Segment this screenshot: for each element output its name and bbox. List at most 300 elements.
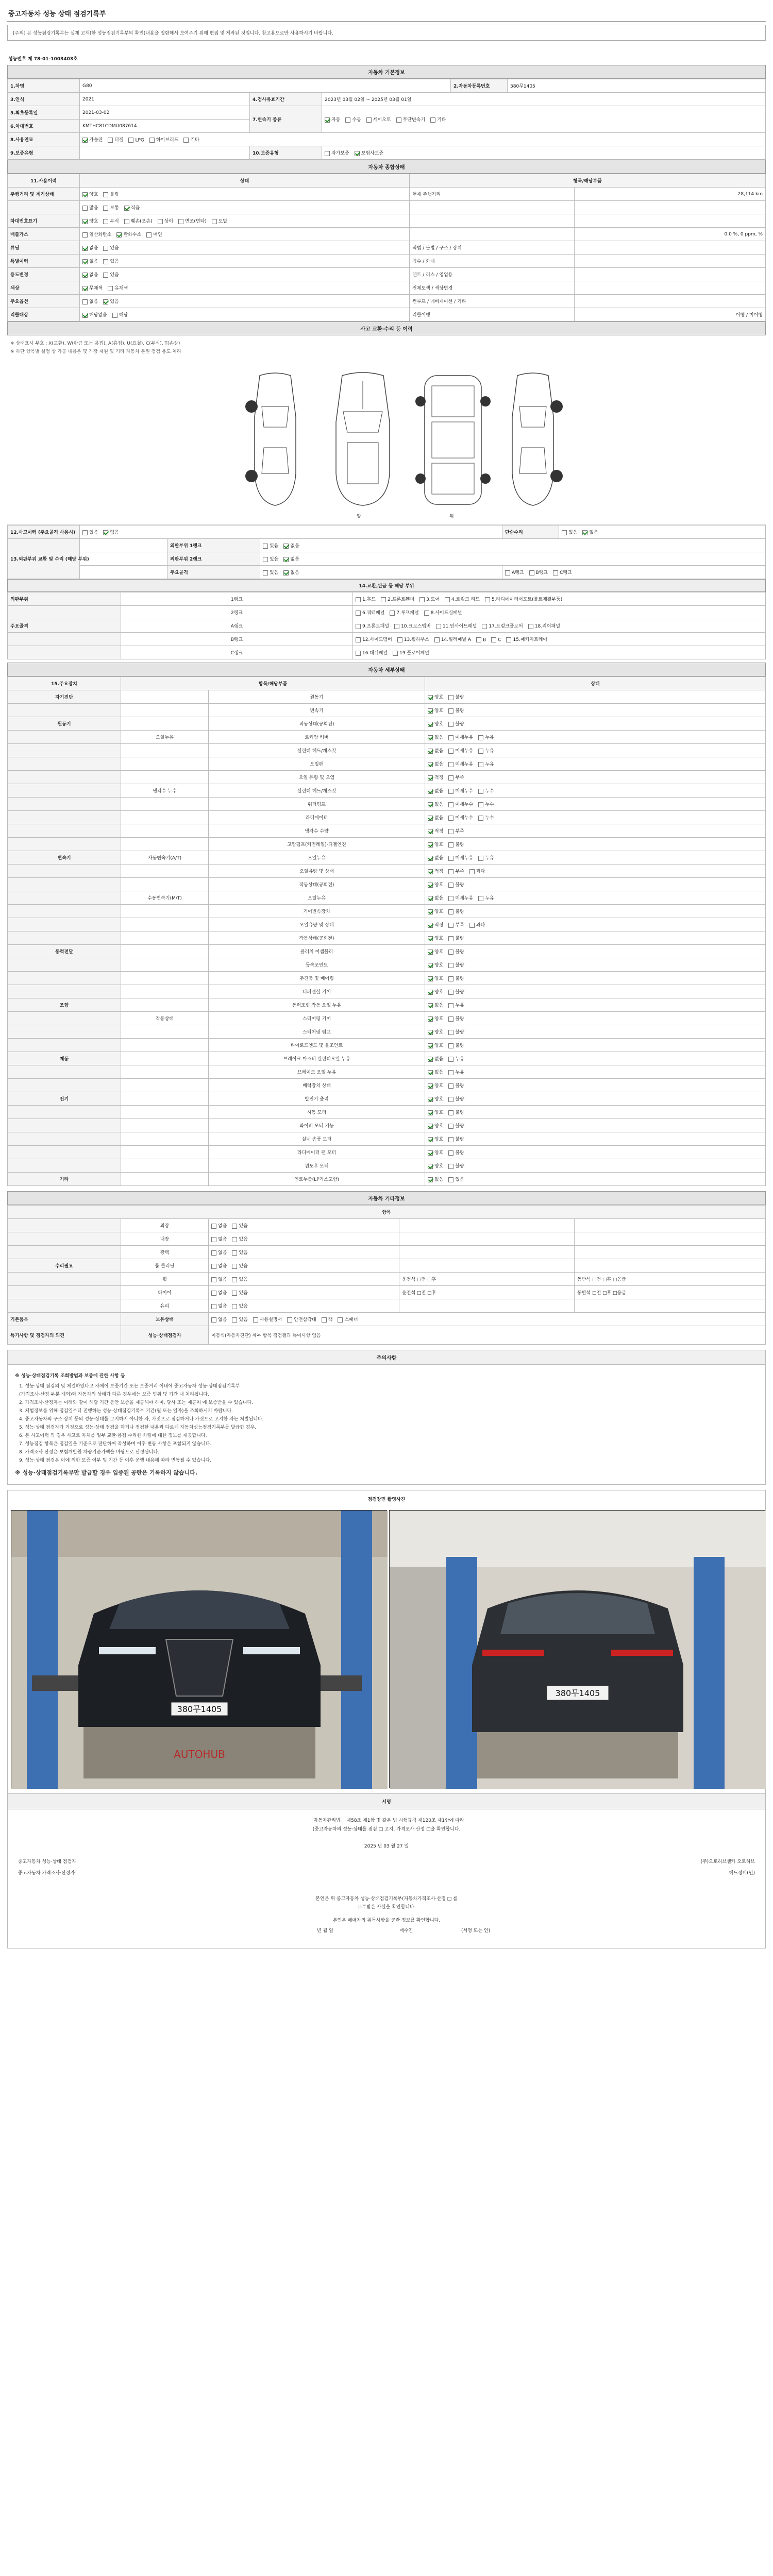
checkbox-option[interactable] [82, 204, 98, 211]
checkbox-option[interactable] [82, 244, 98, 251]
checkbox-option[interactable] [103, 298, 119, 304]
checkbox-option[interactable] [448, 1002, 464, 1008]
checkbox-option[interactable] [428, 1095, 443, 1102]
fuel-options[interactable] [80, 133, 766, 146]
checkbox-option[interactable] [448, 787, 473, 794]
empty-box-icon[interactable] [149, 138, 155, 143]
checkbox-option[interactable] [356, 636, 392, 642]
checkbox-option[interactable] [478, 854, 494, 861]
checked-box-icon[interactable] [428, 816, 433, 821]
empty-box-icon[interactable] [82, 530, 88, 535]
checkbox-option[interactable] [448, 1136, 464, 1142]
checked-box-icon[interactable] [428, 749, 433, 754]
checkbox-option[interactable] [82, 191, 98, 197]
detail-state[interactable] [425, 985, 766, 998]
checkbox-option[interactable] [211, 1249, 227, 1256]
empty-box-icon[interactable] [394, 624, 399, 629]
detail-state[interactable] [425, 1012, 766, 1025]
overall-row-state[interactable] [80, 188, 410, 201]
checked-box-icon[interactable] [428, 1177, 433, 1182]
checkbox-option[interactable] [263, 542, 278, 549]
empty-box-icon[interactable] [448, 976, 453, 981]
empty-box-icon[interactable] [478, 789, 483, 794]
checkbox-option[interactable] [448, 894, 473, 901]
checkbox-option[interactable] [178, 217, 207, 224]
empty-box-icon[interactable] [211, 1317, 216, 1323]
checked-box-icon[interactable] [82, 286, 88, 291]
empty-box-icon[interactable] [448, 869, 453, 874]
empty-box-icon[interactable] [211, 1250, 216, 1256]
empty-box-icon[interactable] [448, 775, 453, 781]
empty-box-icon[interactable] [338, 1317, 343, 1323]
checked-box-icon[interactable] [428, 695, 433, 700]
empty-box-icon[interactable] [448, 1003, 453, 1008]
checkbox-option[interactable] [116, 231, 141, 238]
empty-box-icon[interactable] [448, 1164, 453, 1169]
checked-box-icon[interactable] [428, 1124, 433, 1129]
checkbox-option[interactable] [448, 1055, 464, 1062]
checkbox-option[interactable] [428, 1162, 443, 1169]
checkbox-option[interactable] [108, 136, 123, 143]
detail-state[interactable] [425, 931, 766, 945]
checked-box-icon[interactable] [428, 1164, 433, 1169]
checked-box-icon[interactable] [124, 206, 129, 211]
checkbox-option[interactable] [103, 191, 119, 197]
overall-row-state[interactable] [80, 241, 410, 255]
empty-box-icon[interactable] [232, 1224, 237, 1229]
checked-box-icon[interactable] [428, 735, 433, 740]
checked-box-icon[interactable] [428, 1137, 433, 1142]
checkbox-option[interactable] [283, 569, 299, 575]
empty-box-icon[interactable] [448, 762, 453, 767]
overall-row-state[interactable] [80, 295, 410, 308]
empty-box-icon[interactable] [448, 936, 453, 941]
checkbox-option[interactable] [82, 298, 98, 304]
checkbox-option[interactable] [448, 975, 464, 981]
checkbox-option[interactable] [211, 1222, 227, 1229]
sign-appraiser-name[interactable]: 헤드정비(인) [729, 1871, 755, 1876]
empty-box-icon[interactable] [112, 313, 117, 318]
empty-box-icon[interactable] [448, 963, 453, 968]
empty-box-icon[interactable] [505, 570, 510, 575]
checked-box-icon[interactable] [428, 1043, 433, 1048]
detail-state[interactable] [425, 1146, 766, 1159]
checkbox-option[interactable] [428, 854, 443, 861]
warranty-options[interactable] [322, 146, 766, 160]
detail-state[interactable] [425, 824, 766, 838]
empty-box-icon[interactable] [448, 1030, 453, 1035]
basic-items-options[interactable] [209, 1313, 766, 1326]
empty-box-icon[interactable] [211, 1264, 216, 1269]
checkbox-option[interactable] [397, 636, 429, 642]
detail-state[interactable] [425, 1052, 766, 1065]
checkbox-option[interactable] [448, 1162, 464, 1169]
checked-box-icon[interactable] [82, 192, 88, 197]
empty-box-icon[interactable] [158, 219, 163, 224]
detail-state[interactable] [425, 865, 766, 878]
empty-box-icon[interactable] [448, 1057, 453, 1062]
checked-box-icon[interactable] [82, 138, 88, 143]
checkbox-option[interactable] [428, 1122, 443, 1129]
checkbox-option[interactable] [356, 622, 389, 629]
empty-box-icon[interactable] [108, 286, 113, 291]
checkbox-option[interactable] [428, 1055, 443, 1062]
checkbox-option[interactable] [283, 555, 299, 562]
empty-box-icon[interactable] [128, 138, 133, 143]
empty-box-icon[interactable] [448, 722, 453, 727]
checkbox-option[interactable] [434, 636, 471, 642]
checked-box-icon[interactable] [428, 1110, 433, 1115]
checkbox-option[interactable] [428, 693, 443, 700]
empty-box-icon[interactable] [436, 624, 441, 629]
checkbox-option[interactable] [103, 217, 119, 224]
checkbox-option[interactable] [232, 1262, 247, 1269]
detail-state[interactable] [425, 1025, 766, 1039]
checkbox-option[interactable] [82, 311, 107, 318]
empty-box-icon[interactable] [448, 816, 453, 821]
checked-box-icon[interactable] [82, 246, 88, 251]
checked-box-icon[interactable] [428, 842, 433, 848]
checkbox-option[interactable] [428, 1002, 443, 1008]
checkbox-option[interactable] [448, 693, 464, 700]
checked-box-icon[interactable] [82, 273, 88, 278]
detail-state[interactable] [425, 972, 766, 985]
empty-box-icon[interactable] [211, 1237, 216, 1242]
checkbox-option[interactable] [356, 609, 384, 616]
checkbox-option[interactable] [428, 1136, 443, 1142]
empty-box-icon[interactable] [448, 1097, 453, 1102]
checked-box-icon[interactable] [428, 1070, 433, 1075]
checkbox-option[interactable] [124, 217, 153, 224]
empty-box-icon[interactable] [529, 570, 534, 575]
empty-box-icon[interactable] [397, 637, 402, 642]
checkbox-option[interactable] [103, 271, 119, 278]
sign-buyer-signature[interactable]: (서명 또는 인) [461, 1928, 491, 1934]
overall-row-state[interactable] [80, 255, 410, 268]
empty-box-icon[interactable] [448, 909, 453, 914]
checkbox-option[interactable] [478, 801, 494, 807]
transmission-options[interactable] [322, 106, 766, 133]
checkbox-option[interactable] [103, 529, 119, 535]
checked-box-icon[interactable] [428, 909, 433, 914]
checkbox-option[interactable] [428, 948, 443, 955]
empty-box-icon[interactable] [485, 597, 490, 602]
detail-state[interactable] [425, 704, 766, 717]
checkbox-option[interactable] [322, 1316, 333, 1323]
checked-box-icon[interactable] [428, 856, 433, 861]
checked-box-icon[interactable] [428, 762, 433, 767]
empty-box-icon[interactable] [448, 1070, 453, 1075]
empty-box-icon[interactable] [491, 637, 496, 642]
checkbox-option[interactable] [428, 881, 443, 888]
checkbox-option[interactable] [562, 529, 577, 535]
empty-box-icon[interactable] [469, 869, 475, 874]
overall-row-state[interactable] [80, 268, 410, 281]
empty-box-icon[interactable] [108, 138, 113, 143]
checkbox-option[interactable] [325, 116, 340, 123]
checkbox-option[interactable] [428, 1082, 443, 1089]
checkbox-option[interactable] [428, 760, 443, 767]
empty-box-icon[interactable] [211, 1224, 216, 1229]
empty-box-icon[interactable] [424, 611, 429, 616]
checkbox-option[interactable] [428, 841, 443, 848]
checkbox-option[interactable] [491, 637, 501, 643]
checked-box-icon[interactable] [428, 722, 433, 727]
empty-box-icon[interactable] [356, 611, 361, 616]
checkbox-option[interactable] [428, 707, 443, 714]
checkbox-option[interactable] [448, 908, 464, 914]
checkbox-option[interactable] [82, 271, 98, 278]
checkbox-option[interactable] [448, 827, 464, 834]
detail-state[interactable] [425, 1092, 766, 1106]
checked-box-icon[interactable] [428, 1150, 433, 1156]
detail-state[interactable] [425, 1173, 766, 1186]
checkbox-option[interactable] [428, 988, 443, 995]
empty-box-icon[interactable] [448, 1083, 453, 1089]
empty-box-icon[interactable] [506, 637, 511, 642]
empty-box-icon[interactable] [448, 950, 453, 955]
checkbox-option[interactable] [448, 1042, 464, 1048]
checkbox-option[interactable] [436, 622, 477, 629]
car-side-left-diagram[interactable] [244, 370, 306, 510]
checked-box-icon[interactable] [428, 708, 433, 714]
checkbox-option[interactable] [505, 569, 524, 575]
checkbox-option[interactable] [366, 116, 391, 123]
empty-box-icon[interactable] [430, 117, 435, 123]
checkbox-option[interactable] [428, 1015, 443, 1022]
empty-box-icon[interactable] [448, 923, 453, 928]
checkbox-option[interactable] [428, 734, 443, 740]
empty-box-icon[interactable] [212, 219, 217, 224]
checked-box-icon[interactable] [428, 869, 433, 874]
checkbox-option[interactable] [428, 1028, 443, 1035]
checked-box-icon[interactable] [428, 1030, 433, 1035]
checkbox-option[interactable] [211, 1262, 227, 1269]
checkbox-option[interactable] [356, 596, 376, 602]
empty-box-icon[interactable] [146, 232, 152, 238]
empty-box-icon[interactable] [211, 1304, 216, 1309]
rank1-options[interactable] [260, 539, 766, 552]
front-car-photo[interactable] [11, 1510, 387, 1788]
empty-box-icon[interactable] [82, 206, 88, 211]
overall-row-state[interactable] [80, 201, 410, 214]
checkbox-option[interactable] [112, 311, 128, 318]
frame-options[interactable] [260, 566, 502, 579]
checkbox-option[interactable] [478, 894, 494, 901]
checkbox-option[interactable] [469, 921, 485, 928]
checked-box-icon[interactable] [428, 829, 433, 834]
checkbox-option[interactable] [428, 935, 443, 941]
checked-box-icon[interactable] [428, 883, 433, 888]
parts-items[interactable] [353, 619, 766, 633]
checked-box-icon[interactable] [428, 1057, 433, 1062]
checkbox-option[interactable] [338, 1316, 358, 1323]
checkbox-option[interactable] [103, 258, 119, 264]
checkbox-option[interactable] [478, 787, 494, 794]
detail-state[interactable] [425, 798, 766, 811]
checkbox-option[interactable] [428, 801, 443, 807]
empty-box-icon[interactable] [448, 802, 453, 807]
empty-box-icon[interactable] [103, 192, 108, 197]
checkbox-option[interactable] [448, 881, 464, 888]
other-options[interactable] [209, 1273, 399, 1286]
empty-box-icon[interactable] [356, 597, 361, 602]
empty-box-icon[interactable] [263, 570, 268, 575]
checkbox-option[interactable] [448, 1149, 464, 1156]
checkbox-option[interactable] [448, 1176, 464, 1182]
checkbox-option[interactable] [469, 868, 485, 874]
empty-box-icon[interactable] [263, 544, 268, 549]
checkbox-option[interactable] [478, 747, 494, 754]
checked-box-icon[interactable] [283, 544, 289, 549]
empty-box-icon[interactable] [325, 151, 330, 156]
empty-box-icon[interactable] [345, 117, 350, 123]
car-top-front-diagram[interactable] [327, 370, 399, 510]
empty-box-icon[interactable] [562, 530, 567, 535]
empty-box-icon[interactable] [448, 1016, 453, 1022]
car-top-rear-diagram[interactable] [414, 370, 492, 510]
empty-box-icon[interactable] [448, 1137, 453, 1142]
checkbox-option[interactable] [82, 284, 103, 291]
detail-state[interactable] [425, 918, 766, 931]
detail-state[interactable] [425, 717, 766, 731]
checkbox-option[interactable] [428, 787, 443, 794]
checked-box-icon[interactable] [325, 117, 330, 123]
detail-state[interactable] [425, 690, 766, 704]
empty-box-icon[interactable] [448, 856, 453, 861]
checkbox-option[interactable] [445, 596, 480, 602]
detail-state[interactable] [425, 851, 766, 865]
accident-options[interactable] [80, 526, 502, 539]
checkbox-option[interactable] [355, 149, 383, 156]
checkbox-option[interactable] [232, 1222, 247, 1229]
empty-box-icon[interactable] [478, 735, 483, 740]
car-side-right-diagram[interactable] [502, 370, 564, 510]
checkbox-option[interactable] [478, 734, 494, 740]
empty-box-icon[interactable] [553, 570, 558, 575]
checkbox-option[interactable] [428, 814, 443, 821]
checkbox-option[interactable] [448, 1109, 464, 1115]
detail-state[interactable] [425, 771, 766, 784]
checkbox-option[interactable] [345, 116, 361, 123]
empty-box-icon[interactable] [356, 637, 361, 642]
checked-box-icon[interactable] [428, 990, 433, 995]
checkbox-option[interactable] [448, 760, 473, 767]
checkbox-option[interactable] [428, 1109, 443, 1115]
checkbox-option[interactable] [430, 116, 446, 123]
frame-parts[interactable] [502, 566, 766, 579]
detail-state[interactable] [425, 891, 766, 905]
empty-box-icon[interactable] [103, 206, 108, 211]
detail-state[interactable] [425, 1039, 766, 1052]
checkbox-option[interactable] [428, 894, 443, 901]
checkbox-option[interactable] [448, 935, 464, 941]
empty-box-icon[interactable] [253, 1317, 258, 1323]
checkbox-option[interactable] [232, 1249, 247, 1256]
empty-box-icon[interactable] [124, 219, 129, 224]
checked-box-icon[interactable] [428, 1016, 433, 1022]
empty-box-icon[interactable] [448, 1110, 453, 1115]
checkbox-option[interactable] [390, 609, 418, 616]
empty-box-icon[interactable] [448, 990, 453, 995]
empty-box-icon[interactable] [478, 749, 483, 754]
checkbox-option[interactable] [448, 988, 464, 995]
checkbox-option[interactable] [211, 1289, 227, 1296]
empty-box-icon[interactable] [478, 896, 483, 901]
other-options[interactable] [209, 1246, 399, 1259]
detail-state[interactable] [425, 998, 766, 1012]
empty-box-icon[interactable] [448, 883, 453, 888]
checkbox-option[interactable] [253, 1316, 282, 1323]
overall-row-state[interactable] [80, 228, 410, 241]
checked-box-icon[interactable] [103, 299, 108, 304]
checkbox-option[interactable] [263, 555, 278, 562]
checkbox-option[interactable] [393, 649, 429, 656]
checkbox-option[interactable] [428, 1042, 443, 1048]
empty-box-icon[interactable] [396, 117, 401, 123]
empty-box-icon[interactable] [263, 557, 268, 562]
checkbox-option[interactable] [428, 720, 443, 727]
checkbox-option[interactable] [448, 868, 464, 874]
empty-box-icon[interactable] [356, 624, 361, 629]
checkbox-option[interactable] [283, 542, 299, 549]
checkbox-option[interactable] [428, 908, 443, 914]
checkbox-option[interactable] [263, 569, 278, 575]
empty-box-icon[interactable] [232, 1291, 237, 1296]
checkbox-option[interactable] [448, 734, 473, 740]
checked-box-icon[interactable] [428, 1003, 433, 1008]
detail-state[interactable] [425, 945, 766, 958]
rear-car-photo[interactable] [389, 1510, 765, 1788]
empty-box-icon[interactable] [393, 651, 398, 656]
empty-box-icon[interactable] [322, 1317, 327, 1323]
checkbox-option[interactable] [448, 948, 464, 955]
checked-box-icon[interactable] [116, 232, 122, 238]
empty-box-icon[interactable] [448, 842, 453, 848]
empty-box-icon[interactable] [448, 829, 453, 834]
empty-box-icon[interactable] [232, 1237, 237, 1242]
empty-box-icon[interactable] [103, 259, 108, 264]
checkbox-option[interactable] [103, 244, 119, 251]
checkbox-option[interactable] [82, 529, 98, 535]
other-options[interactable] [209, 1219, 399, 1232]
detail-state[interactable] [425, 958, 766, 972]
checkbox-option[interactable] [128, 138, 144, 143]
checkbox-option[interactable] [82, 136, 103, 143]
checkbox-option[interactable] [428, 921, 443, 928]
checkbox-option[interactable] [212, 217, 227, 224]
empty-box-icon[interactable] [232, 1250, 237, 1256]
checkbox-option[interactable] [482, 622, 523, 629]
checkbox-option[interactable] [211, 1316, 227, 1323]
checkbox-option[interactable] [448, 1082, 464, 1089]
checkbox-option[interactable] [448, 747, 473, 754]
checkbox-option[interactable] [448, 707, 464, 714]
checkbox-option[interactable] [146, 231, 162, 238]
empty-box-icon[interactable] [211, 1291, 216, 1296]
checkbox-option[interactable] [325, 149, 349, 156]
overall-row-state[interactable] [80, 281, 410, 295]
empty-box-icon[interactable] [448, 749, 453, 754]
checkbox-option[interactable] [448, 1095, 464, 1102]
checkbox-option[interactable] [232, 1235, 247, 1242]
checkbox-option[interactable] [394, 622, 431, 629]
checkbox-option[interactable] [428, 827, 443, 834]
overall-row-state[interactable] [80, 214, 410, 228]
checkbox-option[interactable] [448, 1122, 464, 1129]
empty-box-icon[interactable] [419, 597, 425, 602]
checkbox-option[interactable] [448, 961, 464, 968]
